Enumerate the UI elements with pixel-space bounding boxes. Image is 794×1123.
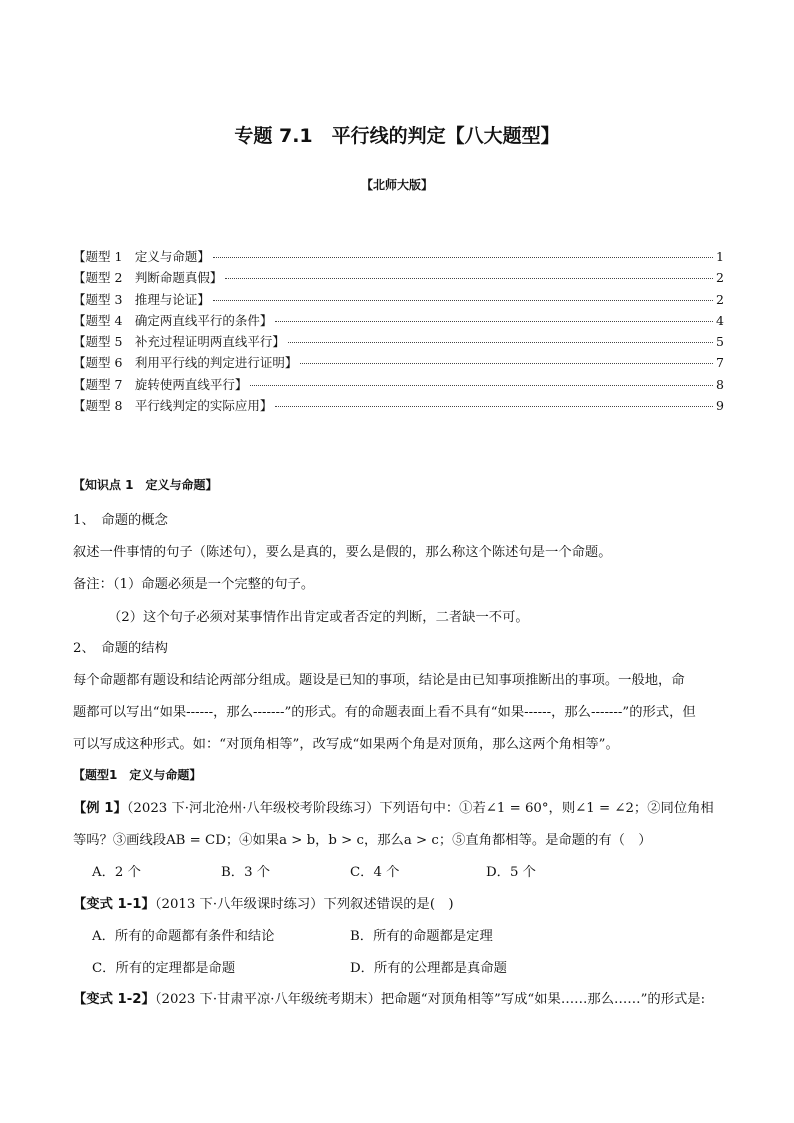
toc-entry[interactable]: 【题型 7 旋转使两直线平行】 8 [73, 376, 724, 392]
example-question: 【例 1】（2023 下·河北沧州·八年级校考阶段练习）下列语句中：①若∠1 = 60°，则∠1 = ∠2；②同位角相 [73, 801, 714, 816]
example-question-cont: 等吗？③画线段AB = CD；④如果a > b，b > c，那么a > c；⑤直角都相等。是命题的有（ ） [73, 833, 652, 848]
toc-entry[interactable]: 【题型 3 推理与论证】 2 [73, 291, 724, 307]
toc-entry[interactable]: 【题型 1 定义与命题】 1 [73, 249, 724, 264]
section-title: 1、 命题的概念 [73, 513, 168, 528]
page-subtitle: 【北师大版】 [360, 178, 433, 192]
variant-question: 【变式 1-1】（2013 下·八年级课时练习）下列叙述错误的是( ) [73, 897, 454, 912]
paragraph: 叙述一件事情的句子（陈述句），要么是真的，要么是假的，那么称这个陈述句是一个命题。 [73, 545, 612, 560]
paragraph: 可以写成这种形式。如：“对顶角相等”，改写成“如果两个角是对顶角，那么这两个角相等”。 [73, 737, 619, 752]
toc-entry[interactable]: 【题型 4 确定两直线平行的条件】 4 [73, 312, 724, 328]
variant-question: 【变式 1-2】（2023 下·甘肃平凉·八年级统考期末）把命题“对顶角相等”写成“如果……那么……”的形式是: [73, 992, 706, 1007]
option-a[interactable]: A．所有的命题都有条件和结论 [92, 929, 275, 944]
page-title: 专题 7.1 平行线的判定【八大题型】 [234, 125, 560, 147]
option-d[interactable]: D．5 个 [486, 865, 536, 880]
option-c[interactable]: C．4 个 [350, 865, 400, 880]
option-b[interactable]: B．3 个 [221, 865, 271, 880]
toc-entry[interactable]: 【题型 8 平行线判定的实际应用】 9 [73, 398, 724, 414]
note: （2）这个句子必须对某事情作出肯定或者否定的判断，二者缺一不可。 [108, 610, 529, 625]
toc-entry[interactable]: 【题型 6 利用平行线的判定进行证明】 7 [73, 355, 724, 371]
toc-entry[interactable]: 【题型 2 判断命题真假】 2 [73, 270, 724, 286]
toc-entry[interactable]: 【题型 5 补充过程证明两直线平行】 5 [73, 334, 724, 350]
section-title: 2、 命题的结构 [73, 641, 168, 656]
option-a[interactable]: A．2 个 [92, 865, 141, 880]
option-b[interactable]: B．所有的命题都是定理 [350, 929, 493, 944]
knowledge-heading: 【知识点 1 定义与命题】 [73, 478, 218, 492]
table-of-contents [73, 247, 724, 417]
paragraph: 题都可以写出“如果------，那么-------”的形式。有的命题表面上看不具有“如果------，那么-------”的形式，但 [73, 705, 696, 720]
note: 备注：（1）命题必须是一个完整的句子。 [73, 577, 315, 592]
option-c[interactable]: C．所有的定理都是命题 [92, 961, 236, 976]
question-type-heading: 【题型1 定义与命题】 [73, 768, 202, 782]
paragraph: 每个命题都有题设和结论两部分组成。题设是已知的事项，结论是由已知事项推断出的事项。一般地，命 [73, 673, 685, 688]
option-d[interactable]: D．所有的公理都是真命题 [350, 961, 507, 976]
